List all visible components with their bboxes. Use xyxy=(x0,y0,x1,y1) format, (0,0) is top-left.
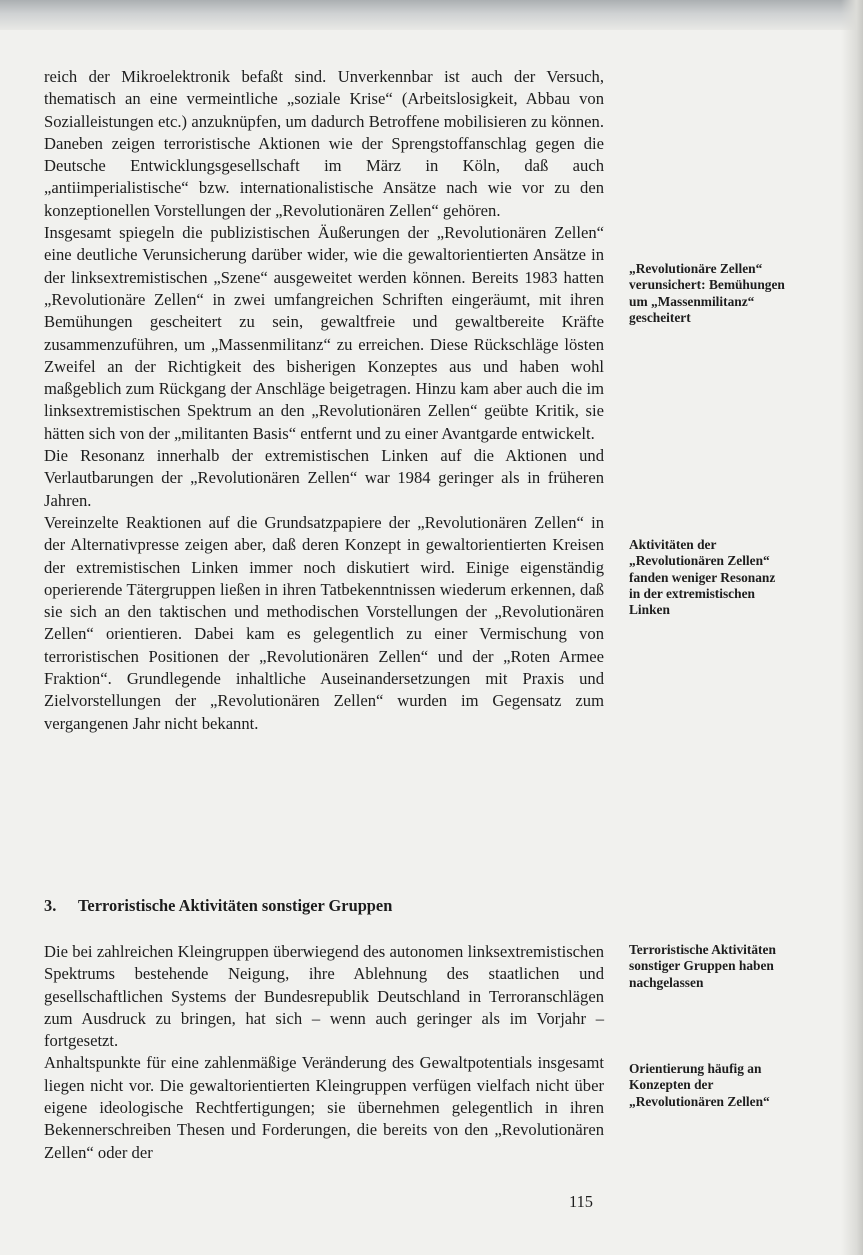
paragraph: Vereinzelte Reaktionen auf die Grundsatzpapiere der „Revolutionären Zellen“ in der Alternativpresse zeigen aber, daß deren Konzept in gewaltorientierten Kreisen der extremistischen Linken immer noch diskutiert wird. Einige eigenständig operierende Tätergruppen ließen in ihren Tatbekenntnissen wiederum erkennen, daß sie sich an den taktischen und methodischen Vorstellungen der „Revolutionären Zellen“ orientieren. Dabei kam es gelegentlich zu einer Vermischung von terroristischen Positionen der „Revolutionären Zellen“ und der „Roten Armee Fraktion“. Grundlegende inhaltliche Auseinandersetzungen mit Praxis und Zielvorstellungen der „Revolutionären Zellen“ wurden im Gegensatz zum vergangenen Jahr nicht bekannt. xyxy=(44,512,604,733)
section-heading xyxy=(44,896,604,916)
body-column-bottom xyxy=(44,941,604,1164)
paragraph: Die bei zahlreichen Kleingruppen überwiegend des autonomen linksextremistischen Spektrums bestehende Neigung, ihre Ablehnung des staatlichen und gesellschaftlichen Systems der Bundesrepublik Deutschland in Terroranschlägen zum Ausdruck zu bringen, hat sich – wenn auch geringer als im Vorjahr – fortgesetzt. xyxy=(44,942,604,1051)
scan-border-right xyxy=(841,0,863,1255)
section-number: 3. xyxy=(44,896,57,915)
scan-border-top xyxy=(0,0,863,30)
paragraph: reich der Mikroelektronik befaßt sind. Unverkennbar ist auch der Versuch, thematisch an eine vermeintliche „soziale Krise“ (Arbeitslosigkeit, Abbau von Sozialleistungen etc.) anzuknüpfen, um dadurch Betroffene mobilisieren zu können. Daneben zeigen terroristische Aktionen wie der Sprengstoffanschlag gegen die Deutsche Entwicklungsgesellschaft im März in Köln, daß auch „antiimperialistische“ bzw. internationalistische Ansätze nach wie vor zu den konzeptionellen Vorstellungen der „Revolutionären Zellen“ gehören. xyxy=(44,67,604,220)
body-column-top xyxy=(44,66,604,735)
margin-note: Aktivitäten der „Revolutionären Zellen“ fanden weniger Resonanz in der extremistischen Linken xyxy=(629,537,776,618)
margin-note: Orientierung häufig an Konzepten der „Revolutionären Zellen“ xyxy=(629,1061,770,1109)
page-number: 115 xyxy=(569,1192,593,1211)
section-title: Terroristische Aktivitäten sonstiger Gruppen xyxy=(78,896,393,915)
margin-note: Terroristische Aktivitäten sonstiger Gruppen haben nachgelassen xyxy=(629,942,776,990)
paragraph: Anhaltspunkte für eine zahlenmäßige Veränderung des Gewaltpotentials insgesamt liegen nicht vor. Die gewaltorientierten Kleingruppen verfügen vielfach nicht über eigene ideologische Rechtfertigungen; sie übernehmen gelegentlich in ihren Bekennerschreiben Thesen und Forderungen, die bereits von den „Revolutionären Zellen“ oder der xyxy=(44,1053,604,1162)
paragraph: Die Resonanz innerhalb der extremistischen Linken auf die Aktionen und Verlautbarungen der „Revolutionären Zellen“ war 1984 geringer als in früheren Jahren. xyxy=(44,446,604,510)
paragraph: Insgesamt spiegeln die publizistischen Äußerungen der „Revolutionären Zellen“ eine deutliche Verunsicherung darüber wider, wie die gewaltorientierten Ansätze in der linksextremistischen „Szene“ ausgeweitet werden können. Bereits 1983 hatten „Revolutionäre Zellen“ in zwei umfangreichen Schriften eingeräumt, mit ihren Bemühungen gescheitert zu sein, gewaltfreie und gewaltbereite Kräfte zusammenzuführen, um „Massenmilitanz“ zu erreichen. Diese Rückschläge lösten Zweifel an der Richtigkeit des bisherigen Konzeptes aus und haben wohl maßgeblich zum Rückgang der Anschläge beigetragen. Hinzu kam aber auch die im linksextremistischen Spektrum an den „Revolutionären Zellen“ geübte Kritik, sie hätten sich von der „militanten Basis“ entfernt und zu einer Avantgarde entwickelt. xyxy=(44,223,604,443)
margin-note: „Revolutionäre Zellen“ verunsichert: Bemühungen um „Massenmilitanz“ gescheitert xyxy=(629,261,785,325)
